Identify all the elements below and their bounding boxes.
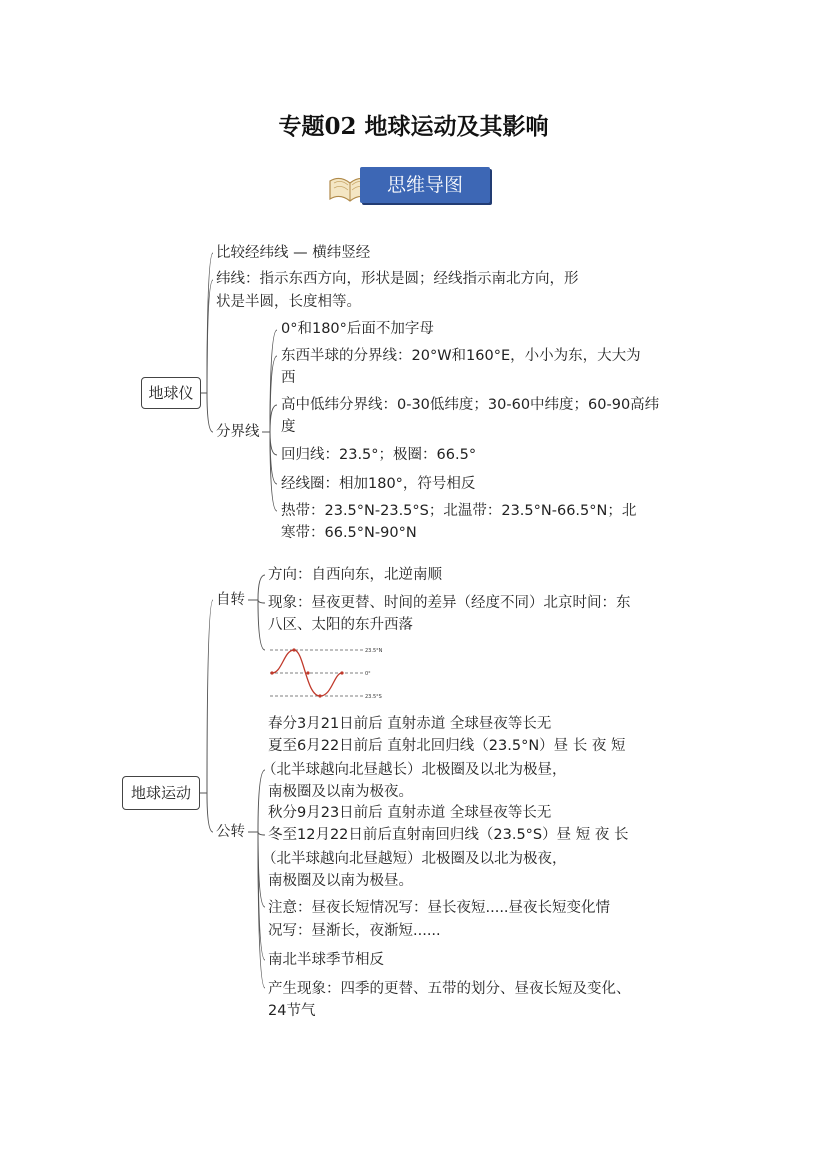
- label-equator: 0°: [365, 671, 371, 677]
- revolution-note-a: 注意：昼夜长短情况写：昼长夜短.....昼夜长短变化情: [268, 900, 611, 916]
- revolution-winter-c: 南极圈及以南为极昼。: [268, 873, 413, 889]
- rotation-item-1: 方向：自西向东，北逆南顺: [268, 567, 442, 583]
- revolution-autumn: 秋分9月23日前后 直射赤道 全球昼夜等长无: [268, 805, 552, 821]
- revolution-seasons: 南北半球季节相反: [268, 952, 384, 968]
- revolution-summer-a: 夏至6月22日前后 直射北回归线（23.5°N）昼 长 夜 短: [268, 738, 626, 754]
- revolution-spring: 春分3月21日前后 直射赤道 全球昼夜等长无: [268, 716, 552, 732]
- rotation-item-2a: 现象：昼夜更替、时间的差异（经度不同）北京时间：东: [268, 595, 631, 611]
- boundary-item-3a: 高中低纬分界线：0-30低纬度；30-60中纬度；60-90高纬: [281, 397, 660, 413]
- page-title: 专题02 地球运动及其影响: [278, 113, 549, 140]
- rotation-item-2b: 八区、太阳的东升西落: [268, 617, 413, 633]
- node-earth-motion: 地球运动: [122, 776, 200, 810]
- globe-item-lines-a: 纬线：指示东西方向，形状是圆；经线指示南北方向，形: [216, 271, 579, 287]
- revolution-winter-b: （北半球越向北昼越短）北极圈及以北为极夜，: [262, 851, 567, 867]
- node-revolution: 公转: [216, 824, 245, 840]
- revolution-effects-a: 产生现象：四季的更替、五带的划分、昼夜长短及变化、: [268, 981, 631, 997]
- boundary-item-2b: 西: [281, 370, 296, 386]
- revolution-summer-c: 南极圈及以南为极夜。: [268, 784, 413, 800]
- boundary-item-6b: 寒带：66.5°N-90°N: [281, 525, 417, 541]
- globe-item-compare: 比较经纬线 — 横纬竖经: [216, 245, 371, 261]
- node-rotation: 自转: [216, 592, 245, 608]
- label-north-tropic: 23.5°N: [365, 648, 383, 654]
- boundary-item-2a: 东西半球的分界线：20°W和160°E，小小为东，大大为: [281, 348, 641, 364]
- revolution-summer-b: （北半球越向北昼越长）北极圈及以北为极昼，: [262, 762, 567, 778]
- boundary-item-1: 0°和180°后面不加字母: [281, 321, 434, 337]
- revolution-note-b: 况写：昼渐长，夜渐短......: [268, 923, 441, 939]
- boundary-item-5: 经线圈：相加180°，符号相反: [281, 476, 476, 492]
- banner-label: 思维导图: [386, 174, 463, 196]
- revolution-effects-b: 24节气: [268, 1003, 316, 1019]
- globe-item-lines-b: 状是半圆，长度相等。: [216, 294, 361, 310]
- boundary-item-4: 回归线：23.5°；极圈：66.5°: [281, 447, 477, 463]
- node-boundary: 分界线: [216, 424, 260, 440]
- revolution-winter-a: 冬至12月22日前后直射南回归线（23.5°S）昼 短 夜 长: [268, 827, 629, 843]
- node-globe: 地球仪: [141, 377, 201, 409]
- boundary-item-3b: 度: [281, 419, 296, 435]
- label-south-tropic: 23.5°S: [365, 694, 382, 700]
- boundary-item-6a: 热带：23.5°N-23.5°S；北温带：23.5°N-66.5°N；北: [281, 503, 637, 519]
- direct-sun-diagram: [268, 642, 383, 704]
